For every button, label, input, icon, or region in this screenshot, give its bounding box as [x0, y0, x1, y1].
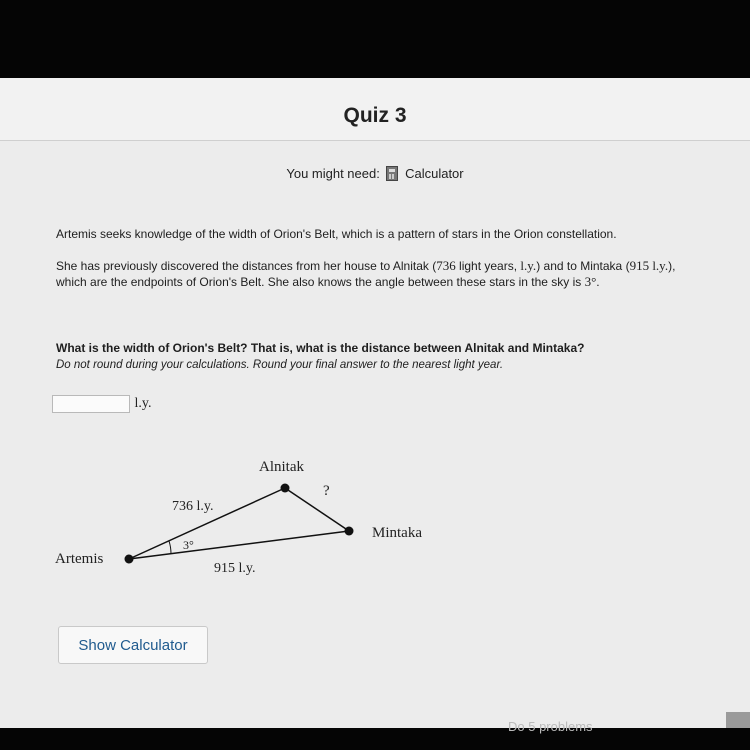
instruction-text: Do not round during your calculations. Round your final answer to the nearest light year.: [56, 359, 504, 371]
need-label: You might need:: [286, 166, 380, 181]
angle-label: 3°: [183, 538, 194, 552]
title-bar: [0, 78, 750, 141]
calculator-icon[interactable]: [386, 166, 398, 181]
problem-context: [56, 258, 706, 290]
side-artemis-mintaka: [129, 531, 349, 559]
answer-input[interactable]: [52, 395, 130, 413]
context-text-a: She has previously discovered the distances from her house to Alnitak (: [56, 259, 437, 273]
side-mintaka-label: 915 l.y.: [214, 561, 256, 576]
angle-arc: [169, 541, 171, 554]
artemis-label: Artemis: [55, 551, 104, 567]
mintaka-distance: 915 l.y.: [629, 258, 669, 273]
alnitak-label: Alnitak: [259, 459, 304, 475]
answer-row: [52, 395, 151, 413]
mintaka-point: [345, 527, 354, 536]
context-text-d: ), which are the endpoints of Orion's Belt. She also knows the angle between these stars in the sky is: [56, 259, 676, 289]
context-text-c: ) and to Mintaka (: [536, 259, 630, 273]
mintaka-label: Mintaka: [372, 525, 422, 541]
artemis-point: [125, 555, 134, 564]
footer-badge: [726, 712, 750, 728]
answer-unit: l.y.: [134, 396, 152, 412]
alnitak-distance: 736: [436, 258, 456, 273]
alnitak-point: [281, 484, 290, 493]
side-alnitak-mintaka: [285, 488, 349, 531]
quiz-screen: [0, 78, 750, 734]
side-alnitak-label: 736 l.y.: [172, 499, 214, 514]
tools-row: [0, 166, 750, 181]
show-calculator-button[interactable]: Show Calculator: [58, 626, 208, 664]
context-text-b: light years,: [455, 259, 521, 273]
angle-value: 3°: [584, 274, 597, 289]
context-end: .: [596, 275, 600, 289]
problem-intro: Artemis seeks knowledge of the width of Orion's Belt, which is a pattern of stars in the Orion constellation.: [56, 227, 617, 241]
ly-abbrev: l.y.: [520, 258, 537, 273]
unknown-label: ?: [323, 483, 330, 499]
page-title: Quiz 3: [343, 104, 407, 127]
footer-progress-text: Do 5 problems: [508, 719, 593, 734]
question-text: What is the width of Orion's Belt? That is, what is the distance between Alnitak and Mintaka?: [56, 341, 585, 355]
triangle-diagram: [0, 448, 750, 598]
calculator-link[interactable]: Calculator: [405, 166, 464, 181]
